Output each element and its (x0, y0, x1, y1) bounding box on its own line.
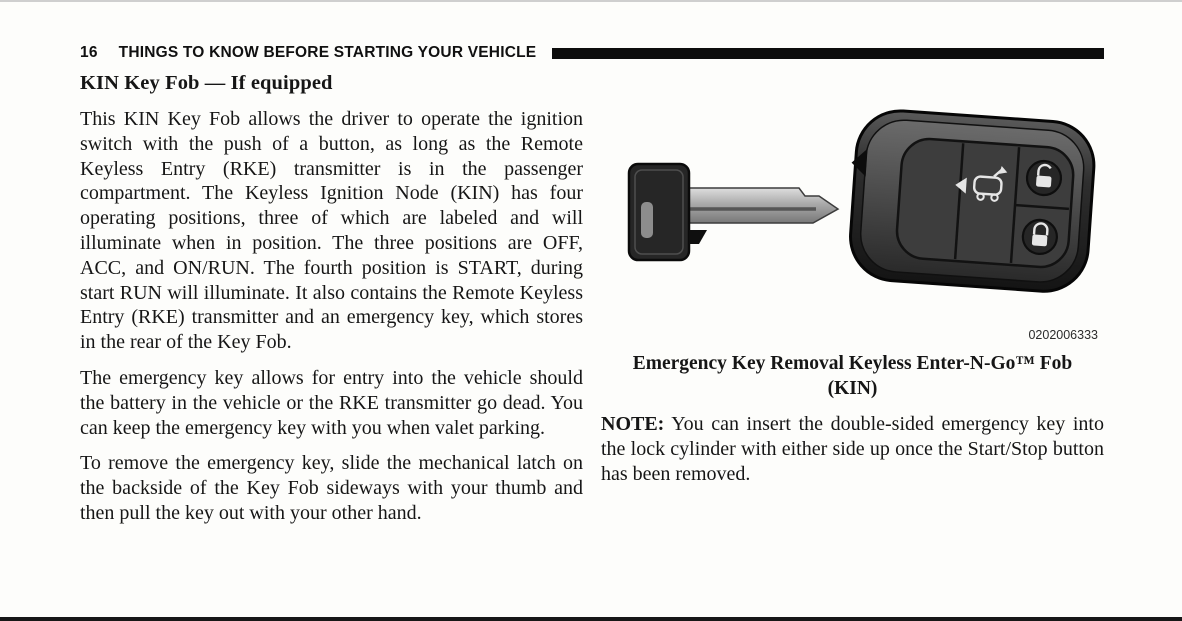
text-column (80, 72, 583, 537)
paragraph: The emergency key allows for entry into the vehicle should the battery in the vehicle or the RKE transmitter go dead. You can keep the emergency key with you when valet parking. (80, 366, 583, 439)
note-paragraph (601, 412, 1104, 487)
figure-caption-line2: (KIN) (827, 378, 878, 399)
emergency-key-icon (629, 164, 838, 260)
figure-caption-line1: Emergency Key Removal Keyless Enter-N-Go™ Fob (632, 353, 1073, 374)
key-fob-icon (844, 108, 1097, 294)
page-header (80, 44, 1104, 62)
lock-button-icon (1022, 219, 1058, 255)
scan-edge-bottom (0, 617, 1182, 621)
paragraph: This KIN Key Fob allows the driver to operate the ignition switch with the push of a button, as long as the Remote Keyless Entry (RKE) transmitter is in the passenger compartment. The Keyless Ignition Node (KIN) has four operating positions, three of which are labeled and will illuminate when in position. The three positions are OFF, ACC, and ON/RUN. The fourth position is START, during start RUN will illuminate. It also contains the Remote Keyless Entry (RKE) transmitter and an emergency key, which stores in the rear of the Key Fob. (80, 108, 583, 354)
header-rule-bar (552, 48, 1104, 59)
unlock-button-icon (1026, 160, 1062, 196)
note-label: NOTE: (601, 413, 665, 435)
note-text: You can insert the double-sided emergency key into the lock cylinder with either side up once the Start/Stop button has been removed. (601, 413, 1104, 485)
page-number: 16 (80, 44, 98, 61)
figure-number: 0202006333 (1028, 328, 1098, 342)
key-fob-illustration (601, 72, 1104, 340)
section-heading: KIN Key Fob — If equipped (80, 72, 333, 94)
figure-caption (601, 351, 1104, 401)
figure-column (601, 72, 1104, 487)
scan-edge-top (0, 0, 1182, 2)
chapter-title: THINGS TO KNOW BEFORE STARTING YOUR VEHICLE (118, 44, 537, 61)
paragraph: To remove the emergency key, slide the mechanical latch on the backside of the Key Fob sideways with your thumb and then pull the key out with your other hand. (80, 452, 583, 524)
